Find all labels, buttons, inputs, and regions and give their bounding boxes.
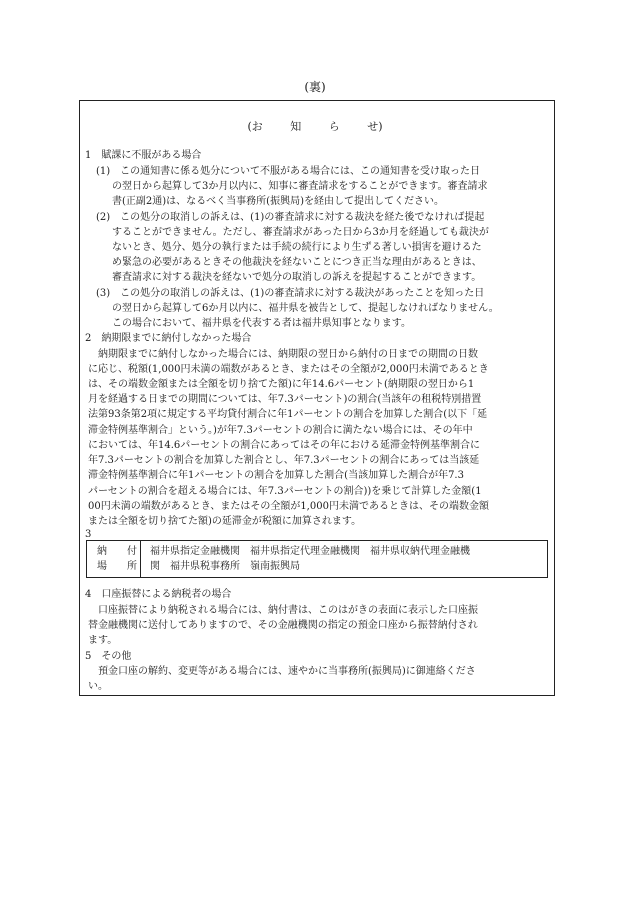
section2-body-line: 00円未満の端数があるとき、またはその全額が1,000円未満であるときは、その端数金額 [88, 501, 489, 512]
section2-body-line: に応じ、税額(1,000円未満の端数があるとき、またはその全額が2,000円未満であるとき [88, 364, 489, 375]
section2-body-line: 滞金特例基準割合に年1パーセントの割合を加算した割合(当該加算した割合が年7.3 [88, 470, 464, 481]
section1-item1-line: の翌日から起算して3か月以内に、知事に審査請求をすることができます。審査請求 [112, 181, 488, 192]
table-divider [140, 541, 141, 577]
section1-item1-line: 書(正副2通)は、なるべく当事務所(振興局)を経由して提出してください。 [112, 196, 444, 207]
section2-body-line: 法第93条第2項に規定する平均貸付割合に年1パーセントの割合を加算した割合(以下「延 [88, 409, 488, 420]
section1-heading: 1 賦課に不服がある場合 [85, 150, 202, 161]
payment-place-institutions: 関 福井県税事務所 嶺南振興局 [150, 561, 300, 572]
section2-body-line: 納期限までに納付しなかった場合には、納期限の翌日から納付の日までの期間の日数 [98, 349, 478, 360]
section3-number: 3 [85, 529, 92, 540]
section1-item2-line: 審査請求に対する裁決を経ないで処分の取消しの訴えを提起することができます。 [112, 272, 482, 283]
section2-body-line: または全額を切り捨てた額)の延滞金が税額に加算されます。 [88, 516, 362, 527]
section4-heading: 4 口座振替による納税者の場合 [85, 589, 232, 600]
section2-body-line: 月を経過する日までの期間については、年7.3パーセント)の割合(当該年の租税特別措置 [88, 394, 482, 405]
section4-body-line: 替金融機関に送付してありますので、その金融機関の指定の預金口座から振替納付され [88, 620, 478, 631]
section2-body-line: は、その端数金額または全額を切り捨てた額)に年14.6パーセント(納期限の翌日から1 [88, 379, 475, 390]
section1-item1-line: (1) この通知書に係る処分について不服がある場合には、この通知書を受け取った日 [96, 166, 480, 177]
section2-body-line: パーセントの割合を超える場合には、年7.3パーセントの割合))を乗じて計算した金額(1 [88, 486, 482, 497]
section1-item3-line: の翌日から起算して6か月以内に、福井県を被告として、提起しなければなりません。 [112, 303, 499, 314]
payment-place-institutions: 福井県指定金融機関 福井県指定代理金融機関 福井県収納代理金融機 [150, 546, 470, 557]
section1-item2-line: することができません。ただし、審査請求があった日から3か月を経過しても裁決が [112, 227, 489, 238]
section1-item2-line: (2) この処分の取消しの訴えは、(1)の審査請求に対する裁決を経た後でなければ提起 [96, 212, 485, 223]
section4-body-line: ます。 [88, 635, 118, 646]
section1-item2-line: め緊急の必要があるときその他裁決を経ないことにつき正当な理由があるときは、 [112, 257, 482, 268]
section5-body-line: 預金口座の解約、変更等がある場合には、速やかに当事務所(振興局)に御連絡くださ [98, 666, 476, 677]
section2-body-line: 滞金特例基準割合」という。)が年7.3パーセントの割合に満たない場合には、その年中 [88, 425, 473, 436]
notice-title: (お 知 ら せ) [247, 120, 383, 133]
payment-place-table [86, 540, 548, 578]
section1-item3-line: この場合において、福井県を代表する者は福井県知事となります。 [112, 318, 411, 329]
section1-item3-line: (3) この処分の取消しの訴えは、(1)の審査請求に対する裁決があったことを知った日 [96, 288, 485, 299]
section2-body-line: においては、年14.6パーセントの割合にあってはその年における延滞金特例基準割合に [88, 440, 480, 451]
section2-heading: 2 納期限までに納付しなかった場合 [85, 333, 252, 344]
section5-body-line: い。 [88, 681, 108, 692]
section2-body-line: 年7.3パーセントの割合を加算した割合とし、年7.3パーセントの割合にあっては当該延 [88, 455, 480, 466]
payment-place-label: 場 所 [97, 561, 137, 572]
payment-place-label: 納 付 [97, 546, 137, 557]
page-side-label: (裏) [304, 80, 326, 94]
section1-item2-line: ないとき、処分、処分の執行または手続の続行により生ずる著しい損害を避けるた [112, 242, 482, 253]
section4-body-line: 口座振替により納税される場合には、納付書は、このはがきの表面に表示した口座振 [98, 605, 478, 616]
section5-heading: 5 その他 [85, 651, 132, 662]
